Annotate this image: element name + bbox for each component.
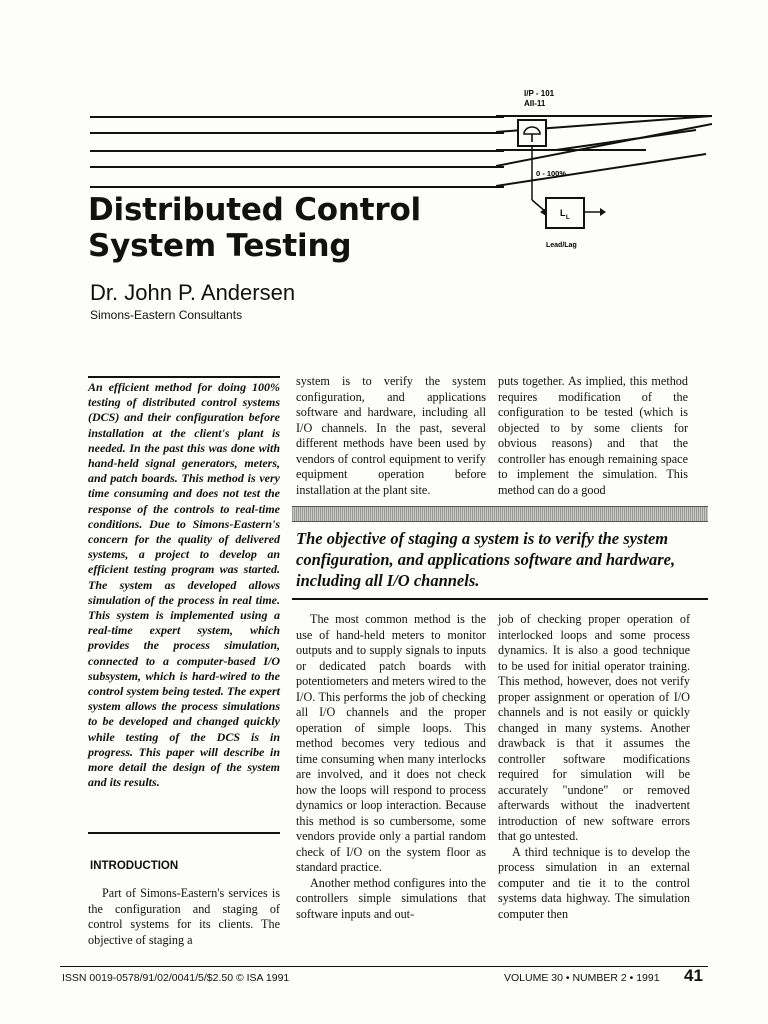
lead-lag-label: Lead/Lag [546,242,577,249]
pullquote-bar [292,506,708,522]
author-affiliation: Simons-Eastern Consultants [90,308,243,322]
right-paragraph-2: A third technique is to develop the process simulation in an external computer and tie it to the control systems data highway. The simulation computer then [498,844,690,921]
header-rule-1 [90,116,504,118]
title-line-2: System Testing [88,228,352,264]
abstract-bottom-rule [88,832,280,834]
header-rule-2 [90,132,504,134]
control-loop-diagram [496,84,712,260]
top-right-paragraph: puts together. As implied, this method requires modification of the configuration to be tested (which is objected to by some clients for obvious reasons) and that the controller has enough remaining space to implement the simulation. This method can do a good [498,374,688,497]
middle-paragraph-2: Another method configures into the controllers simple simulations that software inputs and out- [296,875,486,921]
diagram-tag-line2: AII-11 [524,99,546,108]
top-middle-paragraph: system is to verify the system configuration, and applications software and hardware, including all I/O channels. In the past, several different methods have been used by vendors of control equipment to verify equipment operation before installation at the plant site. [296,374,486,497]
intro-text [88,886,280,948]
intro-paragraph: Part of Simons-Eastern's services is the configuration and staging of control systems for its clients. The objective of staging a [88,886,280,947]
diagram-range-label: 0 - 100% [536,169,567,178]
pullquote-rule [292,598,708,600]
middle-paragraph-1: The most common method is the use of hand-held meters to monitor outputs and to supply signals to inputs or dedicated patch boards with potentiometers and meters wired to the I/O. This performs the job of checking all I/O channels and the proper operation of simple loops. This method becomes very tedious and time consuming when many interlocks are involved, and it does not check how the loops will respond to process dynamics or loop interaction. Because this method is so cumbersome, some vendors provide only a partial random check of I/O on the system floor as standard practice. [296,612,486,874]
right-paragraph-1: job of checking proper operation of interlocked loops and some process dynamics. It is also a good technique to be used for initial operator training. This method, however, does not verify proper assignment or operation of I/O channels and is not easily or quickly changed in many systems. Another drawback is that it assumes the controller software modifications required for simulation will be accurately "undone" or removed afterwards without the inadvertent introduction of new software errors that go untested. [498,612,690,843]
diagram-tag-line1: I/P - 101 [524,89,555,98]
top-right-column [498,374,688,498]
issn-line: ISSN 0019-0578/91/02/0041/5/$2.50 © ISA 1991 [62,972,290,984]
section-heading-introduction: INTRODUCTION [90,860,179,872]
middle-column [296,612,486,922]
header-rule-4 [90,166,504,168]
right-column [498,612,690,922]
footer-rule [60,966,708,967]
pullquote: The objective of staging a system is to verify the system configuration, and applications software and hardware, including all I/O channels. [296,529,676,590]
author-name: Dr. John P. Andersen [90,280,296,305]
top-middle-column [296,374,486,498]
header-rule-3 [90,150,504,152]
article-title [88,192,488,264]
abstract: An efficient method for doing 100% testing of distributed control systems (DCS) and their configuration before installation at the client's plant is needed. In the past this was done with hand-held signal generators, meters, and patch boards. This method is very time consuming and does not test the response of the controls to real-time conditions. Due to Simons-Eastern's concern for the quality of delivered systems, a project to develop an efficient testing program was started. The system as developed allows simulation of the process in real time. This system is implemented using a real-time expert system, which provides the process simulation, connected to a computer-based I/O subsystem, which is hard-wired to the control system being tested. The expert system allows the process simulations to be developed and changed quickly while testing of the DCS is in progress. This paper will describe in more detail the design of the system and its results. [88,376,280,790]
header-rule-5 [90,186,504,188]
lead-lag-symbol: L [560,208,566,218]
arrow-right-icon [600,208,606,216]
transducer-box [518,120,546,146]
volume-line: VOLUME 30 • NUMBER 2 • 1991 [504,972,660,984]
page-number: 41 [684,966,703,985]
lead-lag-subscript: L [566,215,570,221]
title-line-1: Distributed Control [88,192,421,228]
